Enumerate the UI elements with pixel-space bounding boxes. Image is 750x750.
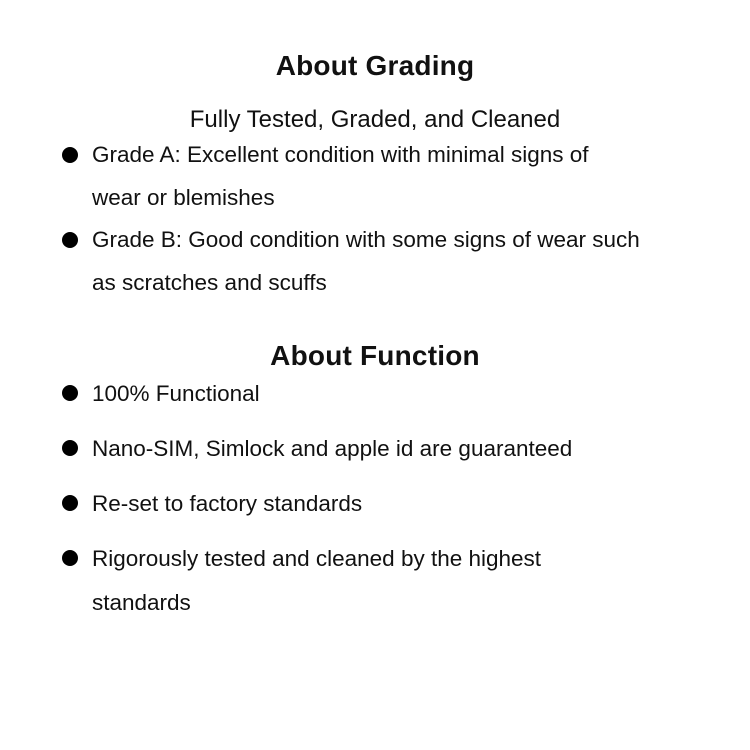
list-item [62, 219, 750, 304]
function-list [0, 372, 750, 625]
grading-item-text: Grade A: Excellent condition with minimal signs of wear or blemishes [92, 142, 589, 210]
bullet-icon [62, 550, 78, 566]
function-item-text: 100% Functional [92, 381, 260, 406]
grading-list [0, 134, 750, 304]
list-item [62, 134, 750, 219]
grading-section-title: About Grading [275, 50, 475, 81]
list-item [62, 427, 750, 471]
bullet-icon [62, 147, 78, 163]
list-item [62, 537, 750, 625]
bullet-icon [62, 385, 78, 401]
bullet-icon [62, 495, 78, 511]
grading-section-subtitle: Fully Tested, Graded, and Cleaned [189, 106, 561, 133]
grading-item-text: Grade B: Good condition with some signs of wear such as scratches and scuffs [92, 227, 640, 295]
function-item-text: Nano-SIM, Simlock and apple id are guaranteed [92, 436, 573, 461]
function-item-text: Re-set to factory standards [92, 491, 363, 516]
bullet-icon [62, 232, 78, 248]
bullet-icon [62, 440, 78, 456]
list-item [62, 482, 750, 526]
list-item [62, 372, 750, 416]
function-item-text: Rigorously tested and cleaned by the highest standards [92, 546, 542, 615]
function-section-title: About Function [270, 340, 480, 371]
